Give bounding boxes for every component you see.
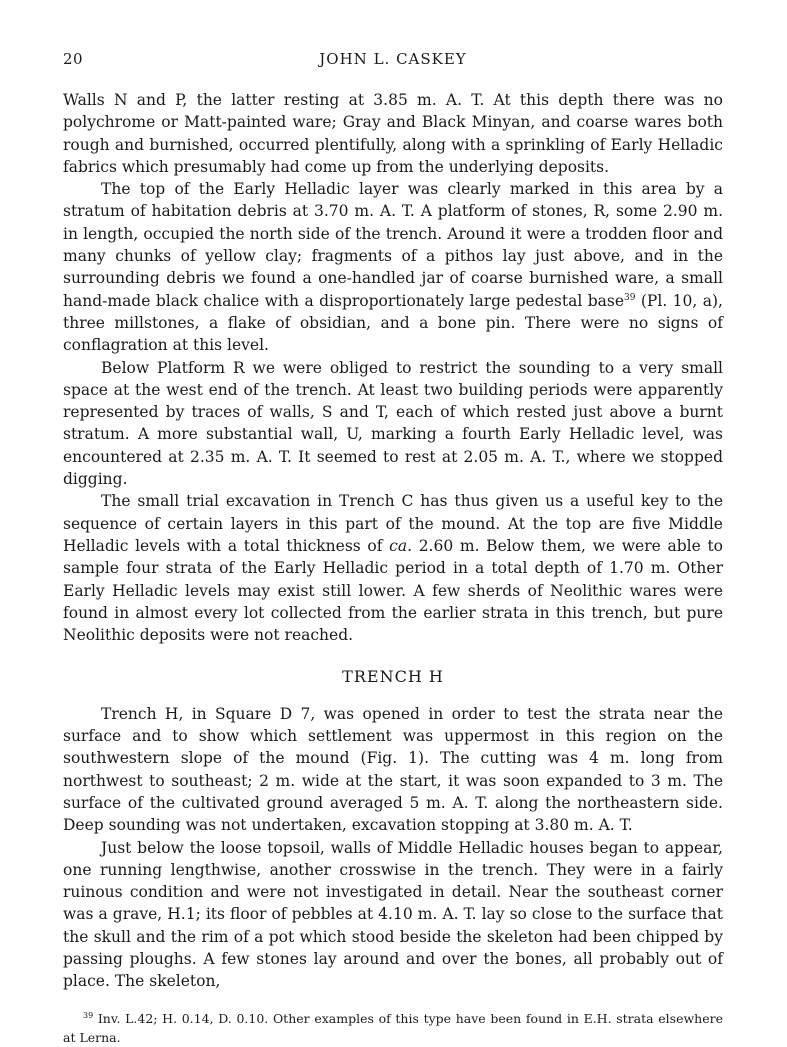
paragraph-2 (63, 178, 723, 356)
body-text (63, 89, 723, 993)
footnote-39-text: Inv. L.42; H. 0.14, D. 0.10. Other examples of this type have been found in E.H. strata elsewhere at Lerna. (63, 1010, 723, 1045)
footnote-39 (63, 1009, 723, 1047)
paragraph-6: Just below the loose topsoil, walls of Middle Helladic houses began to appear, one running lengthwise, another crosswise in the trench. They were in a fairly ruinous condition and were not investigated in detail. Near the southeast corner was a grave, H.1; its floor of pebbles at 4.10 m. A. T. lay so close to the surface that the skull and the rim of a pot which stood beside the skeleton had been chipped by passing ploughs. A few stones lay around and over the bones, all probably out of place. The skeleton, (63, 838, 723, 991)
paragraph-1: Walls N and P, the latter resting at 3.85 m. A. T. At this depth there was no polychrome or Matt-painted ware; Gray and Black Minyan, and coarse wares both rough and burnished, occurred plentifully, along with a sprinkling of Early Helladic fabrics which presumably had come up from the underlying deposits. (63, 91, 723, 176)
paragraph-4-italic-ca: ca. (389, 536, 413, 555)
running-head (63, 50, 723, 76)
running-title: JOHN L. CASKEY (319, 50, 467, 68)
paragraph-2-text-b: (Pl. 10, a), three millstones, a flake of obsidian, and a bone pin. There were no signs of conflagration at this level. (63, 291, 723, 355)
paragraph-3: Below Platform R we were obliged to restrict the sounding to a very small space at the west end of the trench. At least two building periods were apparently represented by traces of walls, S and T, each of which rested just above a burnt stratum. A more substantial wall, U, marking a fourth Early Helladic level, was encountered at 2.35 m. A. T. It seemed to rest at 2.05 m. A. T., where we stopped digging. (63, 358, 723, 489)
paragraph-4 (63, 490, 723, 646)
page-number: 20 (63, 50, 84, 68)
paragraph-2-text-a: The top of the Early Helladic layer was clearly marked in this area by a stratum of habitation debris at 3.70 m. A. T. A platform of stones, R, some 2.90 m. in length, occupied the north side of the trench. Around it were a trodden floor and many chunks of yellow clay; fragments of a pithos lay just above, and in the surrounding debris we found a one-handled jar of coarse burnished ware, a small hand-made black chalice with a disproportionately large pedestal base (63, 180, 723, 310)
footnotes (63, 1009, 723, 1047)
paragraph-5: Trench H, in Square D 7, was opened in order to test the strata near the surface and to show which settlement was uppermost in this region on the southwestern slope of the mound (Fig. 1). The cutting was 4 m. long from northwest to southeast; 2 m. wide at the start, it was soon expanded to 3 m. The surface of the cultivated ground averaged 5 m. A. T. along the northeastern side. Deep sounding was not undertaken, excavation stopping at 3.80 m. A. T. (63, 704, 723, 835)
paragraph-4-text-b: 2.60 m. Below them, we were able to sample four strata of the Early Helladic period in a total depth of 1.70 m. Other Early Helladic levels may exist still lower. A few sherds of Neolithic wares were found in almost every lot collected from the earlier strata in this trench, but pure Neolithic deposits were not reached. (63, 536, 724, 645)
footnote-39-mark: 39 (83, 1010, 94, 1020)
footnote-reference-39[interactable]: 39 (624, 292, 636, 303)
section-heading-trench-h: TRENCH H (342, 667, 444, 687)
page (63, 50, 723, 1047)
paragraph-4-text-a: The small trial excavation in Trench C has thus given us a useful key to the sequence of certain layers in this part of the mound. At the top are five Middle Helladic levels with a total thickness of (63, 492, 723, 555)
